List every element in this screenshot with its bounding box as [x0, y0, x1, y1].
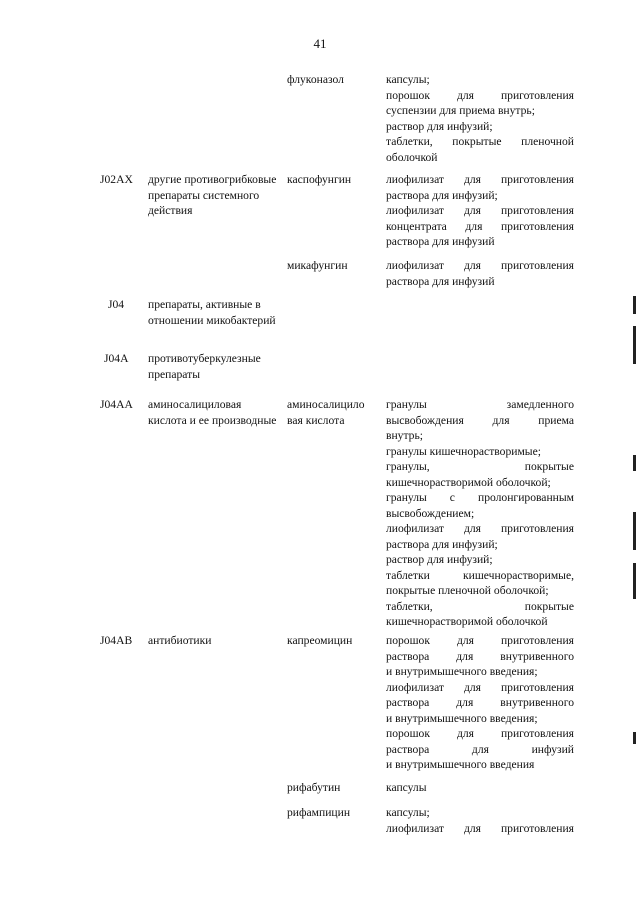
dosage-form: концентрата для приготовления: [386, 219, 574, 233]
dosage-form: капсулы;: [386, 806, 430, 819]
dosage-form: капсулы;: [386, 73, 430, 86]
dosage-form: высвобождения для приема: [386, 413, 574, 427]
atc-code: J04AA: [100, 398, 133, 411]
dosage-form: кишечнорастворимой оболочкой;: [386, 475, 551, 489]
atc-group: противотуберкулезные препараты: [148, 352, 261, 381]
dosage-form: и внутримышечного введения;: [386, 711, 538, 725]
dosage-form: гранулы, покрытые: [386, 460, 574, 473]
dosage-form: раствор для инфузий;: [386, 553, 493, 566]
atc-group: препараты, активные в отношении микобактерий: [148, 298, 276, 327]
dosage-form: лиофилизат для приготовления: [386, 821, 574, 835]
atc-group: аминосалициловая кислота и ее производные: [148, 398, 277, 427]
dosage-form: раствора для инфузий;: [386, 537, 498, 551]
scan-edge-mark: [633, 326, 636, 364]
dosage-form: капсулы: [386, 781, 427, 794]
dosage-form: и внутримышечного введения: [386, 758, 535, 771]
dosage-form: лиофилизат для приготовления: [386, 680, 574, 694]
atc-group: другие противогрибковые препараты системного действия: [148, 173, 277, 217]
dosage-form: таблетки кишечнорастворимые,: [386, 568, 574, 582]
page-number: 41: [313, 36, 327, 51]
dosage-form: и внутримышечного введения;: [386, 665, 538, 678]
atc-code: J04: [108, 298, 125, 311]
dosage-form: покрытые пленочной оболочкой;: [386, 584, 549, 597]
dosage-form: высвобождением;: [386, 506, 475, 520]
dosage-form: кишечнорастворимой оболочкой: [386, 615, 548, 628]
dosage-form: суспензии для приема внутрь;: [386, 104, 535, 117]
atc-code: J04A: [104, 352, 129, 365]
dosage-form: лиофилизат для приготовления: [386, 259, 574, 272]
dosage-form: гранулы с пролонгированным: [386, 491, 574, 504]
dosage-form: гранулы замедленного: [386, 398, 574, 411]
dosage-form: порошок для приготовления: [386, 727, 574, 740]
dosage-form: раствор для инфузий;: [386, 119, 493, 133]
dosage-form: лиофилизат для приготовления: [386, 522, 574, 535]
scan-edge-mark: [633, 563, 636, 599]
dosage-form: раствора для инфузий: [386, 235, 495, 248]
dosage-form: раствора для инфузий;: [386, 188, 498, 202]
dosage-form: порошок для приготовления: [386, 634, 574, 647]
drug-name: микафунгин: [287, 259, 348, 272]
drug-name: капреомицин: [287, 634, 353, 647]
dosage-form: раствора для инфузий: [386, 274, 495, 288]
scan-edge-mark: [633, 732, 636, 744]
dosage-form: гранулы кишечнорастворимые;: [386, 444, 541, 458]
drug-name: аминосалицило: [287, 398, 365, 411]
drug-name: вая кислота: [287, 413, 345, 427]
dosage-form: раствора для инфузий: [386, 742, 574, 756]
atc-group: антибиотики: [148, 634, 212, 647]
scan-edge-mark: [633, 455, 636, 471]
drug-name: рифампицин: [287, 806, 351, 819]
dosage-form: раствора для внутривенного: [386, 649, 574, 663]
drug-name: флуконазол: [287, 73, 344, 86]
dosage-form: порошок для приготовления: [386, 88, 574, 102]
drug-name: каспофунгин: [287, 173, 352, 186]
scan-edge-mark: [633, 512, 636, 550]
atc-code: J02AX: [100, 173, 133, 186]
dosage-form: оболочкой: [386, 150, 438, 164]
drug-name: рифабутин: [287, 781, 341, 794]
dosage-form: лиофилизат для приготовления: [386, 204, 574, 217]
dosage-form: раствора для внутривенного: [386, 696, 574, 709]
dosage-form: внутрь;: [386, 429, 423, 442]
dosage-form: лиофилизат для приготовления: [386, 173, 574, 186]
scan-edge-mark: [633, 296, 636, 314]
atc-code: J04AB: [100, 634, 133, 647]
dosage-form: таблетки, покрытые пленочной: [386, 135, 574, 148]
dosage-form: таблетки, покрытые: [386, 599, 574, 613]
